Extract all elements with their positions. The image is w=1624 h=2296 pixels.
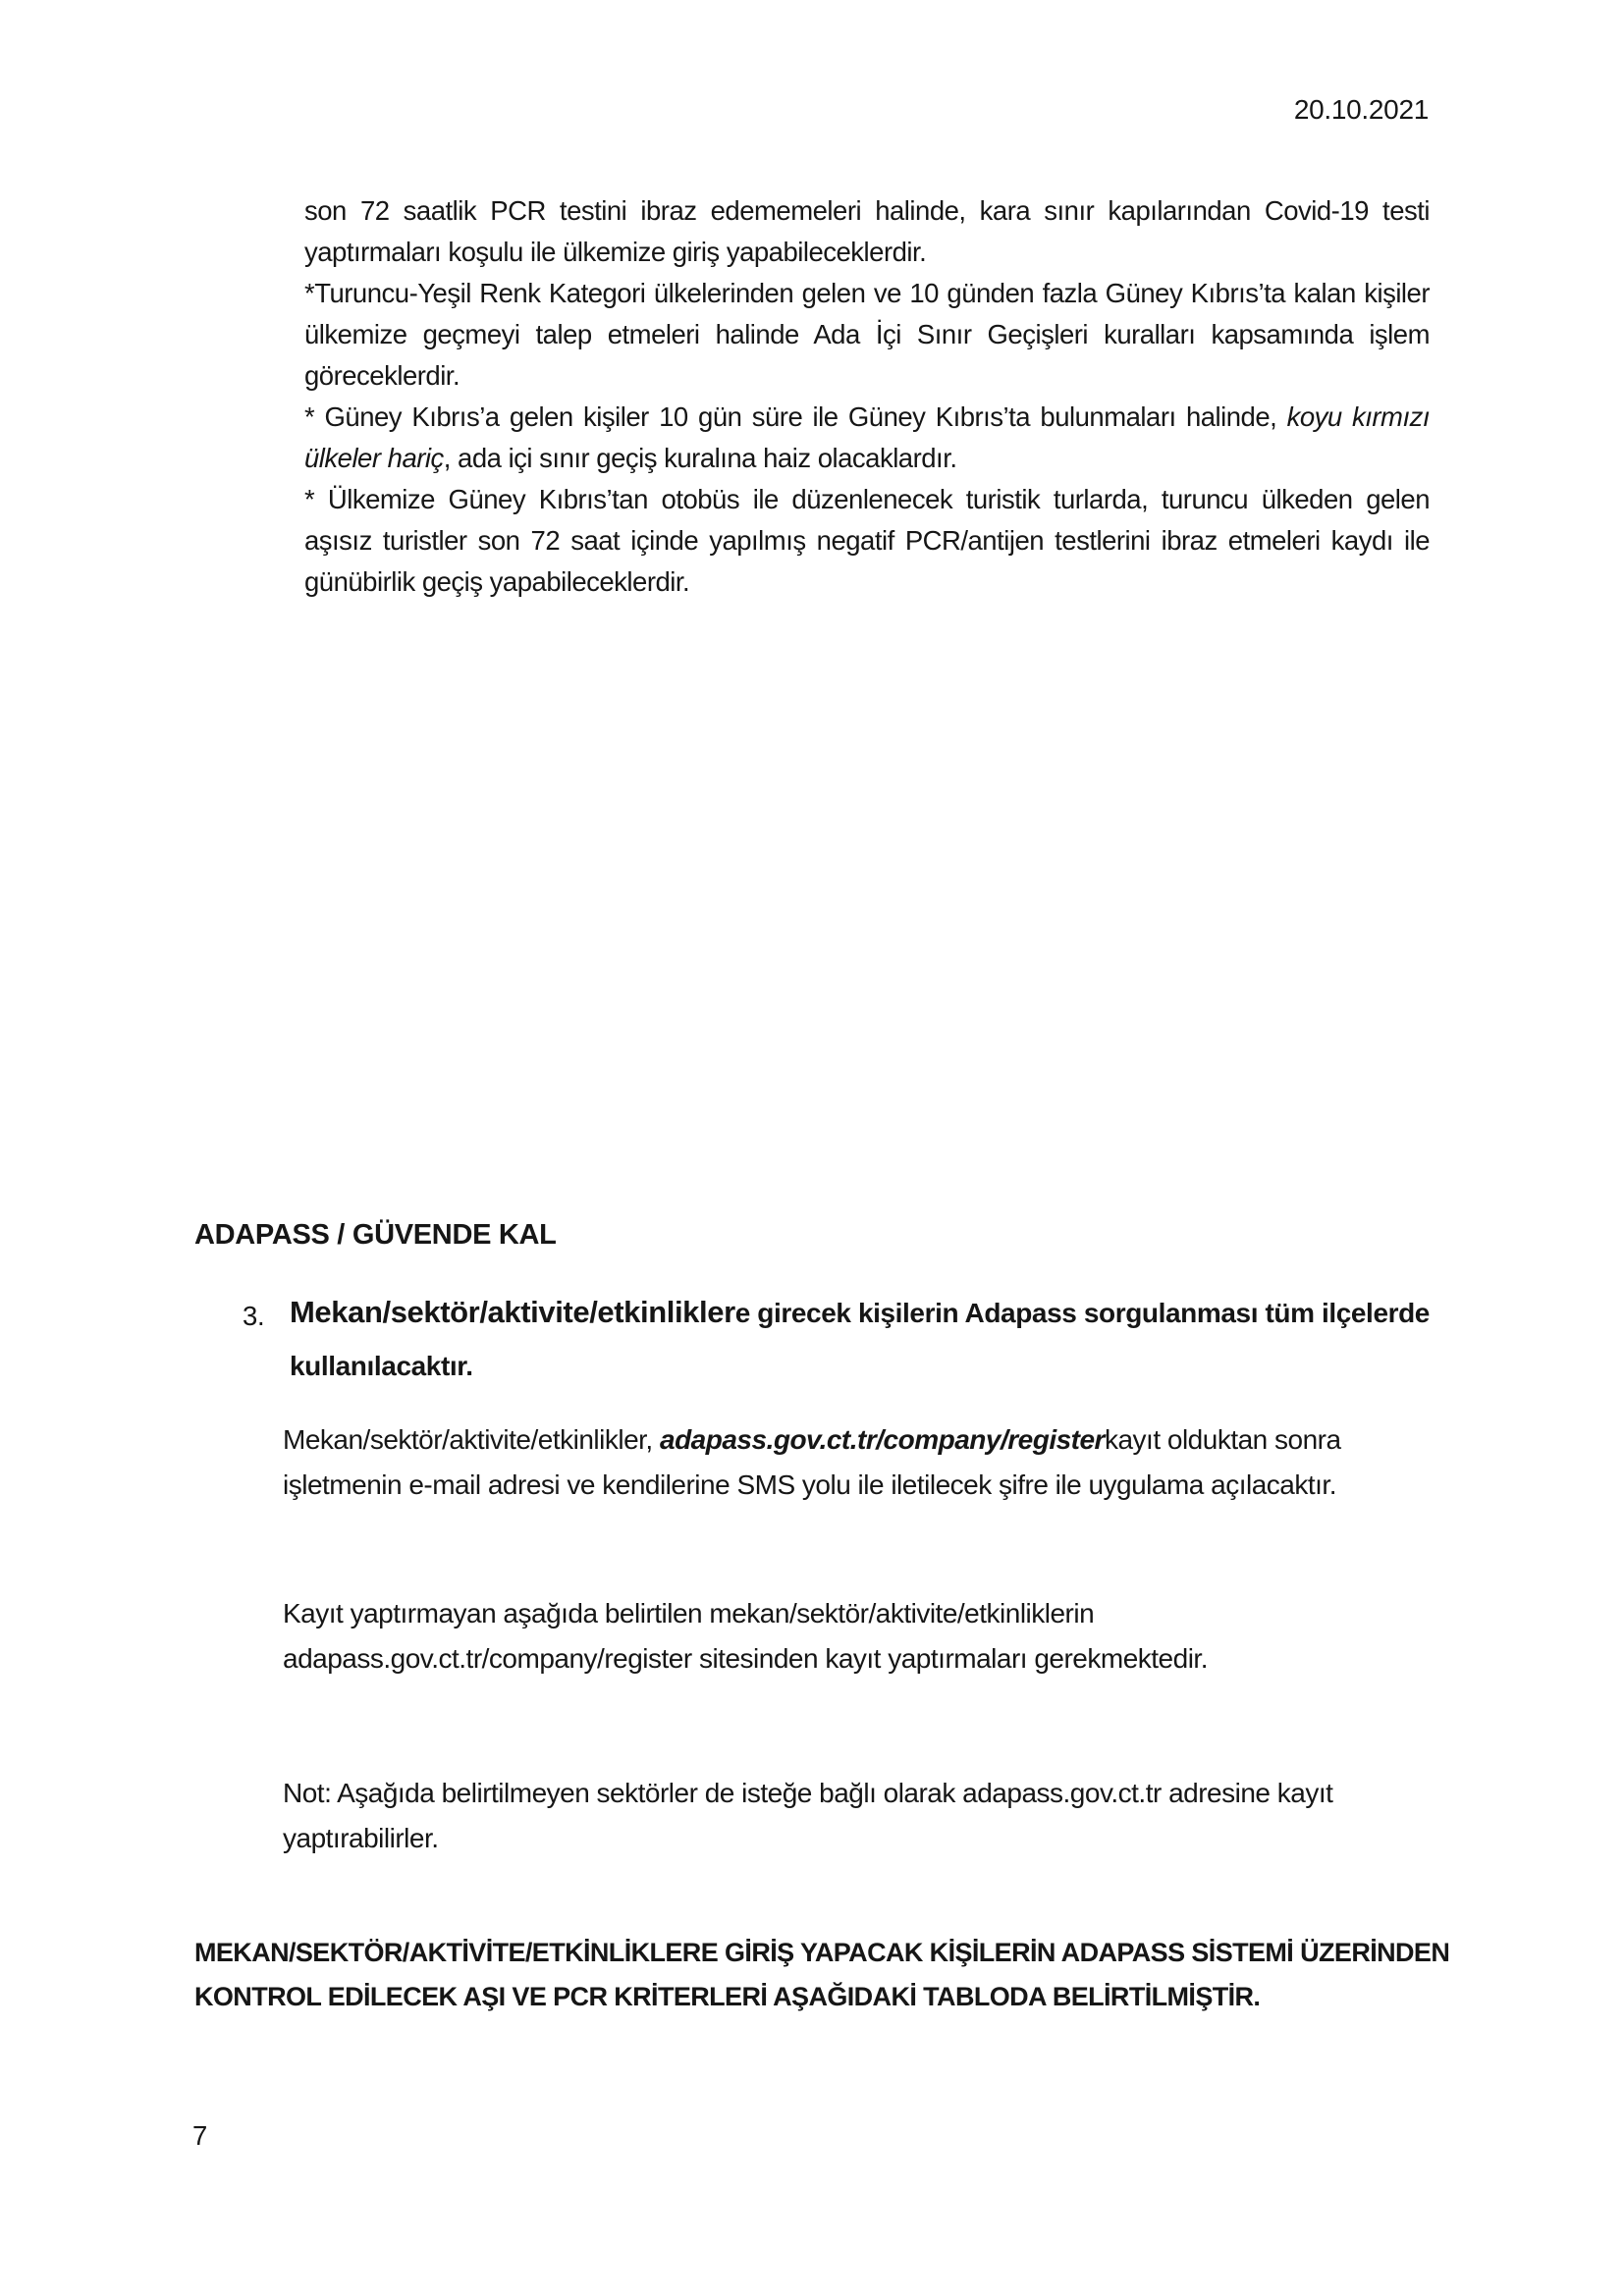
register-url-bold-italic: adapass.gov.ct.tr/company/register bbox=[660, 1424, 1105, 1455]
intro-paragraph-3-italic-run: koyu kırmızı ülkeler hariç bbox=[304, 401, 1430, 473]
list-item-3-title-rest: e girecek kişilerin Adapass sorgulanması tüm ilçelerde kullanılacaktır. bbox=[290, 1298, 1430, 1381]
list-item-3-title bbox=[290, 1288, 1430, 1395]
register-paragraph-run-1: Mekan/sektör/aktivite/etkinlikler, bbox=[283, 1424, 660, 1455]
intro-paragraph-3 bbox=[304, 397, 1430, 479]
criteria-statement: MEKAN/SEKTÖR/AKTİVİTE/ETKİNLİKLERE GİRİŞ YAPACAK KİŞİLERİN ADAPASS SİSTEMİ ÜZERİNDEN KONTROL EDİLECEK AŞI VE PCR KRİTERLERİ AŞAĞIDAKİ TABLODA BELİRTİLMİŞTİR. bbox=[194, 1938, 1450, 2011]
intro-paragraph-3-run-1: * Güney Kıbrıs’a gelen kişiler 10 gün süre ile Güney Kıbrıs’ta bulunmaları halinde, bbox=[304, 401, 1287, 432]
note-paragraph: Not: Aşağıda belirtilmeyen sektörler de isteğe bağlı olarak adapass.gov.ct.tr adresine kayıt yaptırabilirler. bbox=[283, 1778, 1333, 1853]
registration-paragraph: Kayıt yaptırmayan aşağıda belirtilen mekan/sektör/aktivite/etkinliklerin adapass.gov.ct.tr/company/register sitesinden kayıt yaptırmaları gerekmektedir. bbox=[283, 1598, 1208, 1674]
register-paragraph bbox=[283, 1417, 1430, 1507]
intro-paragraph-3-run-3: , ada içi sınır geçiş kuralına haiz olacaklardır. bbox=[443, 443, 957, 473]
document-date: 20.10.2021 bbox=[1293, 94, 1429, 125]
list-item-3-title-emphasis: Mekan/sektör/aktivite/etkinlikler bbox=[290, 1295, 735, 1329]
intro-paragraph-4: * Ülkemize Güney Kıbrıs’tan otobüs ile düzenlenecek turistik turlarda, turuncu ülkeden gelen aşısız turistler son 72 saat içinde yapılmış negatif PCR/antijen testlerini ibraz etmeleri kaydı ile günübirlik geçiş yapabileceklerdir. bbox=[304, 484, 1430, 597]
register-paragraph-run-3: kayıt olduktan sonra işletmenin e-mail adresi ve kendilerine SMS yolu ile iletilecek şifre ile uygulama açılacaktır. bbox=[283, 1424, 1341, 1500]
intro-paragraph-1: son 72 saatlik PCR testini ibraz edememeleri halinde, kara sınır kapılarından Covid-19 testi yaptırmaları koşulu ile ülkemize giriş yapabileceklerdir. bbox=[304, 195, 1430, 267]
adapass-section-heading: ADAPASS / GÜVENDE KAL bbox=[194, 1219, 557, 1251]
intro-paragraph-2: *Turuncu-Yeşil Renk Kategori ülkelerinden gelen ve 10 günden fazla Güney Kıbrıs’ta kalan kişiler ülkemize geçmeyi talep etmeleri halinde Ada İçi Sınır Geçişleri kuralları kapsamında işlem göreceklerdir. bbox=[304, 278, 1430, 391]
page-number: 7 bbox=[192, 2120, 208, 2151]
list-item-3-number: 3. bbox=[243, 1301, 265, 1331]
intro-text-block bbox=[304, 190, 1430, 603]
